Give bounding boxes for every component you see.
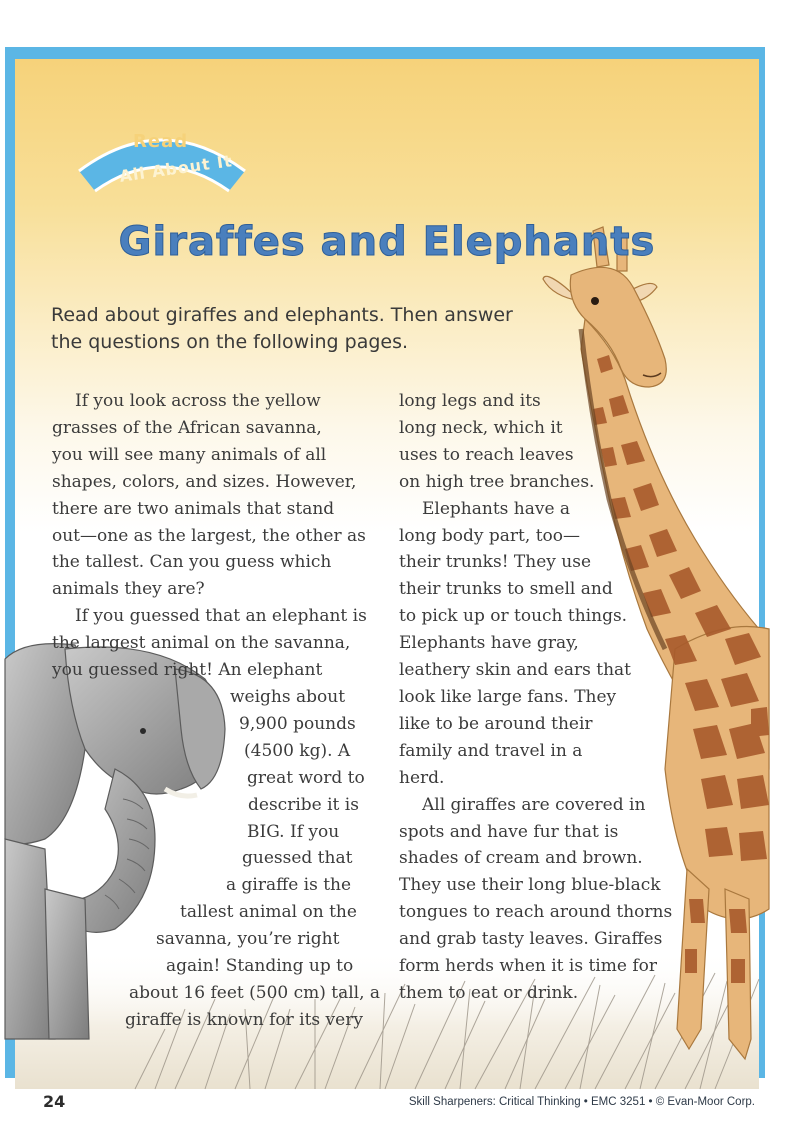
page-number: 24 [43,1092,66,1111]
paragraph-giraffe-legs: long legs and its long neck, which it uses to reach leaves on high tree branches. [399,391,595,492]
paragraph-elephant-giraffe-size: If you guessed that an elephant is the largest animal on the savanna, you guessed right! An elephant weighs about 9,900 pounds (4500 kg). A great word to describe it is BIG. If you guessed that a giraffe is the tallest animal on the savanna, you’re right again! Standing up to about 16 feet (500 cm) tall, a giraffe is known for its very [52,606,381,1030]
page-frame [5,47,765,1111]
paragraph-giraffe-spots: All giraffes are covered in spots and have fur that is shades of cream and brown. They use their long blue-black tongues to reach around thorns and grab tasty leaves. Giraffes form herds when it is time for them to eat or drink. [399,794,673,1003]
footer-credit: Skill Sharpeners: Critical Thinking • EMC 3251 • © Evan-Moor Corp. [408,1096,755,1108]
paragraph-elephant-trunks: Elephants have a long body part, too— their trunks! They use their trunks to smell and to pick up or touch things. Elephants have gray, leathery skin and ears that look like large fans. They like to be around their family and travel in a herd. [399,498,631,788]
intro-text: Read about giraffes and elephants. Then answer the questions on the following pages. [51,304,513,353]
paragraph-savanna: If you look across the yellow grasses of the African savanna, you will see many animals of all shapes, colors, and sizes. However, there are two animals that stand out—one as the largest, the other as the tallest. Can you guess which animals they are? [52,391,366,600]
page-panel [15,59,759,1089]
column-right [399,388,699,1007]
badge-text-line2: All About It [118,151,234,186]
column-left [52,388,392,1034]
section-name: Animals [101,1090,200,1111]
page-title: Giraffes and Elephants [118,219,656,265]
badge-text-line1: Read [133,131,189,152]
